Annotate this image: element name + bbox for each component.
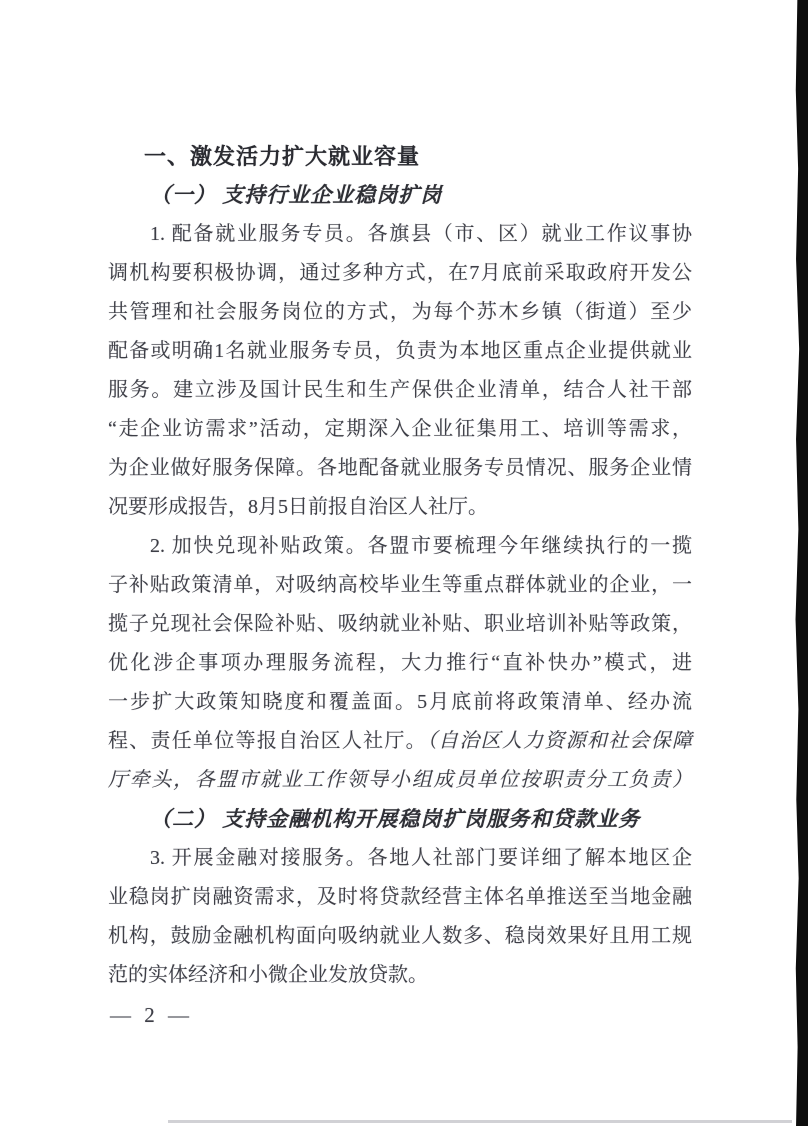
paragraph-2-line-6-body: 程、责任单位等报自治区人社厅。 xyxy=(108,730,427,752)
paragraph-3-line-3: 机构，鼓励金融机构面向吸纳就业人数多、稳岗效果好且用工规 xyxy=(108,925,692,947)
document-body xyxy=(108,137,692,995)
paragraph-1-line-2: 调机构要积极协调，通过多种方式，在7月底前采取政府开发公 xyxy=(108,262,692,284)
page-number: — 2 — xyxy=(110,1003,193,1027)
scan-edge-bottom xyxy=(168,1120,792,1123)
paragraph-2-line-2: 子补贴政策清单，对吸纳高校毕业生等重点群体就业的企业，一 xyxy=(108,574,692,596)
responsibility-note-end: 厅牵头，各盟市就业工作领导小组成员单位按职责分工负责） xyxy=(108,769,692,791)
scan-edge-right xyxy=(795,0,808,1126)
paragraph-1-line-4: 配备或明确1名就业服务专员，负责为本地区重点企业提供就业 xyxy=(108,340,692,362)
paragraph-2-line-1: 2. 加快兑现补贴政策。各盟市要梳理今年继续执行的一揽 xyxy=(150,535,692,557)
paragraph-1-line-8: 况要形成报告，8月5日前报自治区人社厅。 xyxy=(108,496,488,518)
paragraph-2-line-6 xyxy=(108,722,692,761)
paragraph-1-line-1: 1. 配备就业服务专员。各旗县（市、区）就业工作议事协 xyxy=(150,223,692,245)
paragraph-3-line-4: 范的实体经济和小微企业发放贷款。 xyxy=(108,964,428,986)
paragraph-3-line-2: 业稳岗扩岗融资需求，及时将贷款经营主体名单推送至当地金融 xyxy=(108,886,692,908)
responsibility-note-start: （自治区人力资源和社会保障 xyxy=(426,730,693,752)
paragraph-1-line-7: 为企业做好服务保障。各地配备就业服务专员情况、服务企业情 xyxy=(108,457,692,479)
paragraph-1-line-3: 共管理和社会服务岗位的方式，为每个苏木乡镇（街道）至少 xyxy=(108,301,692,323)
paragraph-1-line-5: 服务。建立涉及国计民生和生产保供企业清单，结合人社干部 xyxy=(108,379,692,401)
paragraph-2-line-4: 优化涉企事项办理服务流程，大力推行“直补快办”模式，进 xyxy=(108,652,692,674)
subsection-heading-1: （一） 支持行业企业稳岗扩岗 xyxy=(150,183,443,207)
paragraph-2-line-3: 揽子兑现社会保险补贴、吸纳就业补贴、职业培训补贴等政策， xyxy=(108,613,692,635)
paragraph-3-line-1: 3. 开展金融对接服务。各地人社部门要详细了解本地区企 xyxy=(150,847,692,869)
section-heading-1: 一、激发活力扩大就业容量 xyxy=(144,144,421,169)
subsection-heading-2: （二） 支持金融机构开展稳岗扩岗服务和贷款业务 xyxy=(150,807,641,831)
paragraph-1-line-6: “走企业访需求”活动，定期深入企业征集用工、培训等需求， xyxy=(108,418,692,440)
paragraph-2-line-5: 一步扩大政策知晓度和覆盖面。5月底前将政策清单、经办流 xyxy=(108,691,692,713)
